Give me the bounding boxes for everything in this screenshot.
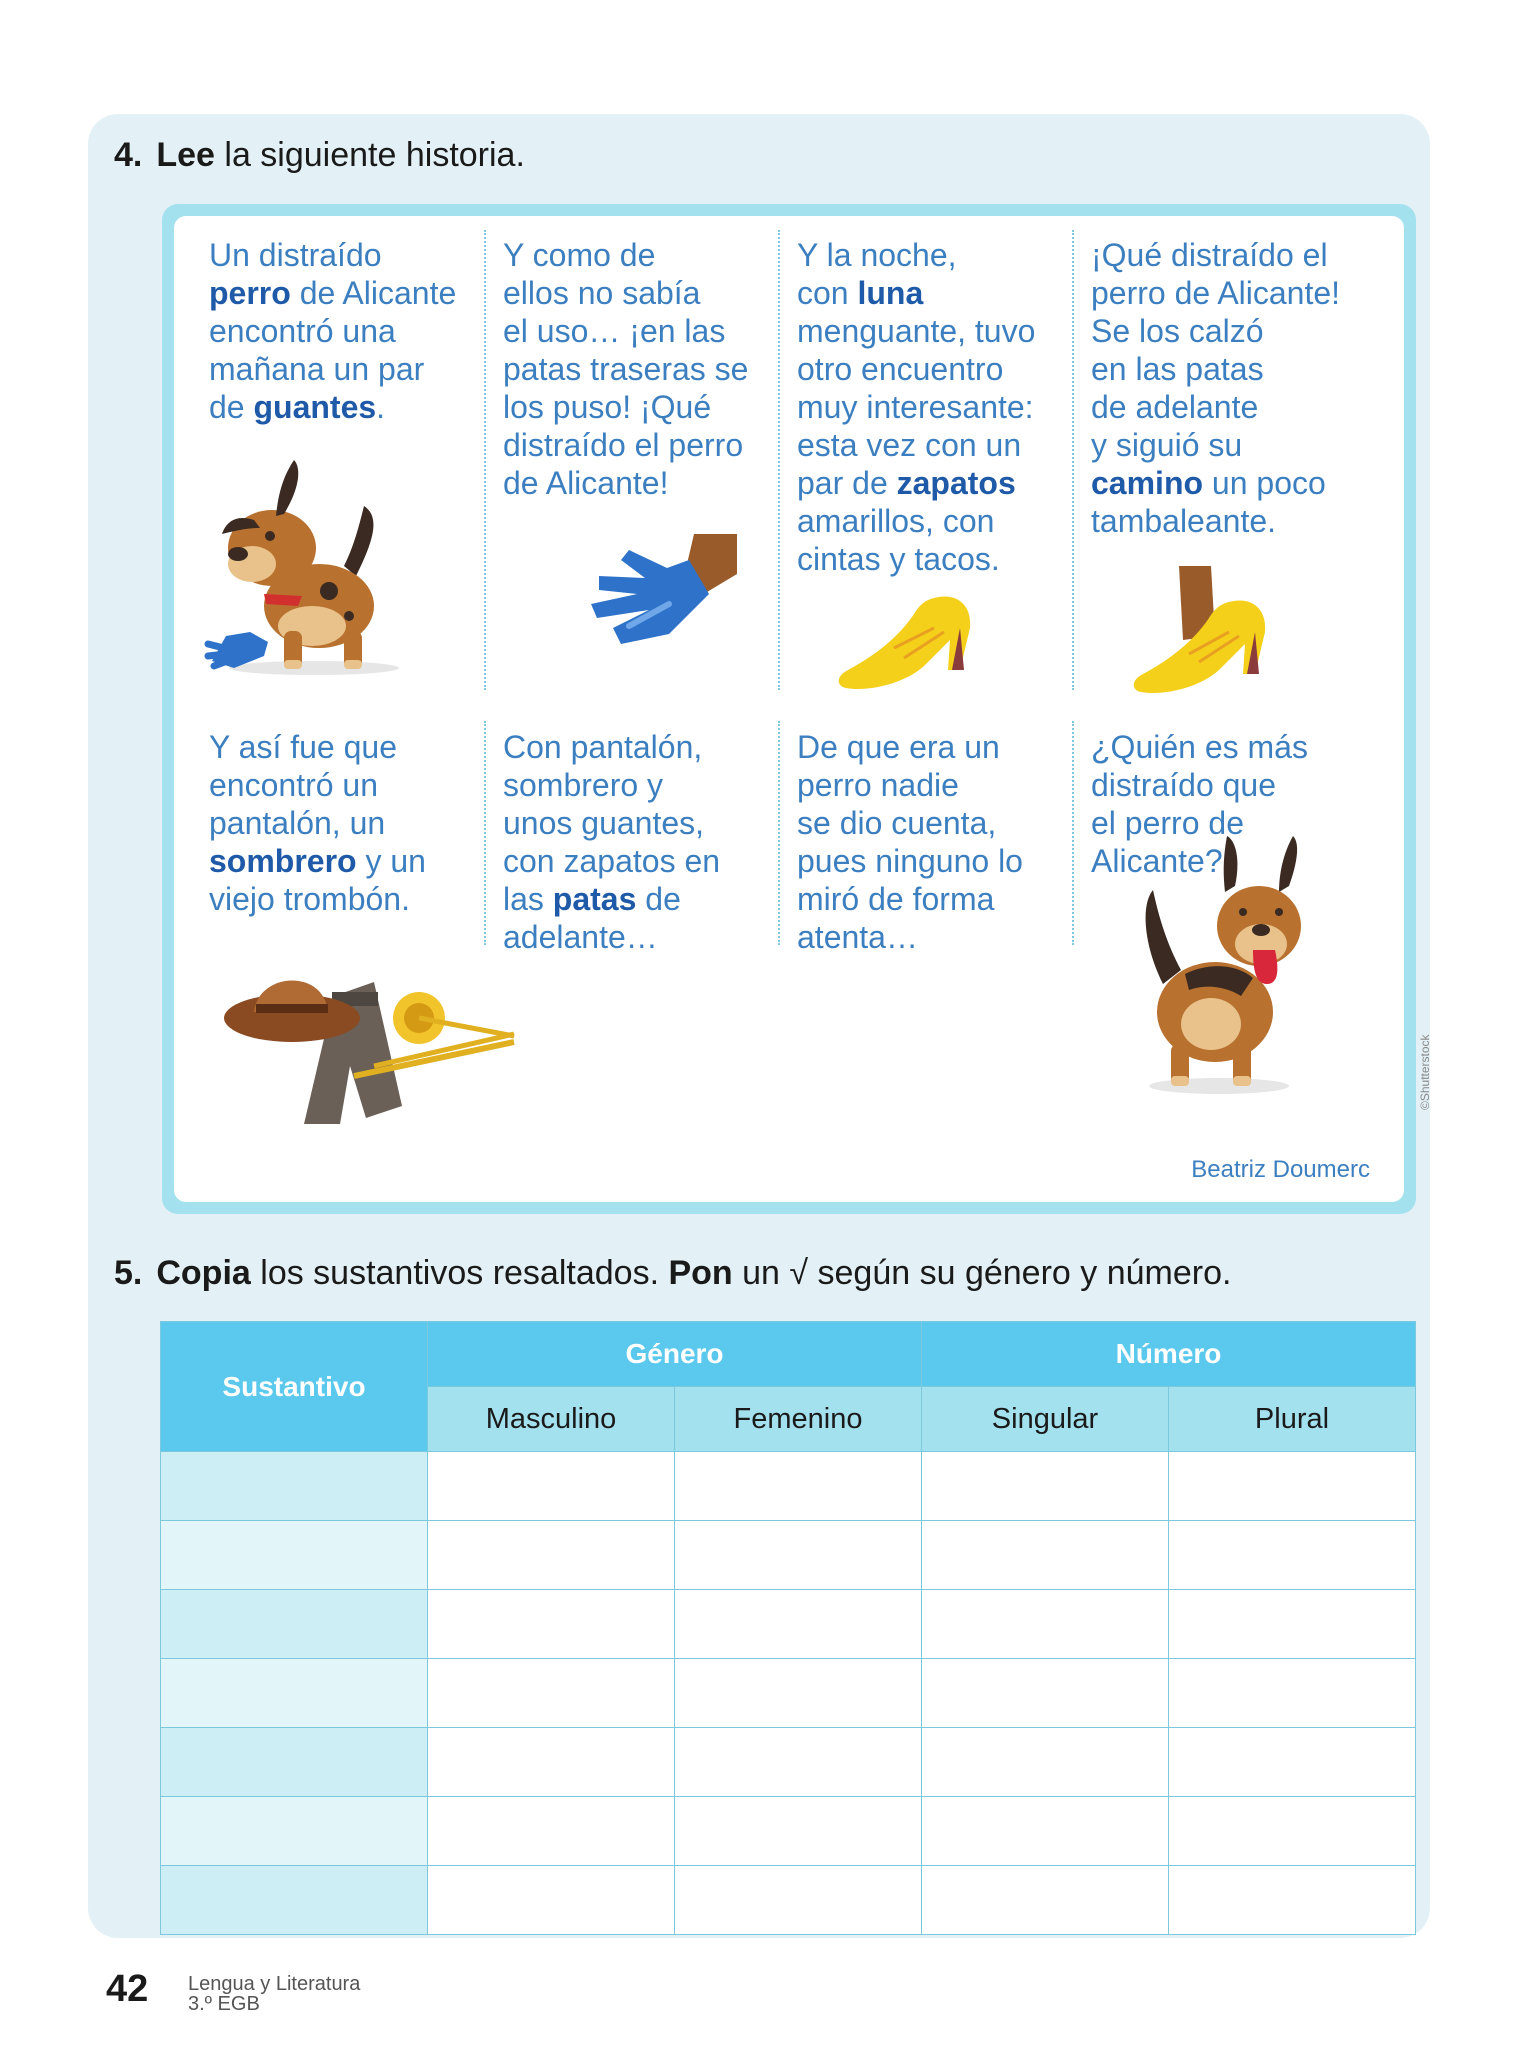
story-line: Y la noche, (797, 237, 957, 273)
story-frame (162, 204, 1416, 1214)
story-line: distraído que (1091, 767, 1277, 803)
story-line: adelante… (503, 919, 658, 955)
story-line: sombrero y (503, 767, 664, 803)
highlighted-noun: patas (552, 881, 637, 917)
hat-pants-trombone-illustration (224, 956, 544, 1146)
numero-header: Número (922, 1322, 1416, 1387)
sustantivo-cell[interactable] (161, 1659, 428, 1728)
column-divider (484, 721, 486, 945)
story-line: miró de forma (797, 881, 995, 917)
instruction-verb: Copia (156, 1254, 251, 1292)
femenino-header: Femenino (675, 1387, 922, 1452)
story-line: menguante, tuvo (797, 313, 1036, 349)
story-line: Y así fue que (209, 729, 397, 765)
table-row (161, 1659, 1416, 1728)
story-line: en las patas (1091, 351, 1264, 387)
story-line: distraído el perro (503, 427, 744, 463)
instruction-text: un √ según su género y número. (732, 1254, 1232, 1292)
table-row (161, 1452, 1416, 1521)
story-line: mañana un par (209, 351, 425, 387)
femenino-cell[interactable] (675, 1521, 922, 1590)
question-5-heading (114, 1254, 1231, 1293)
column-divider (778, 721, 780, 945)
story-line: ellos no sabía (503, 275, 701, 311)
story-line: el perro de (1091, 805, 1244, 841)
column-divider (778, 230, 780, 690)
table-row (161, 1728, 1416, 1797)
story-line: Se los calzó (1091, 313, 1264, 349)
story-line: De que era un (797, 729, 1000, 765)
instruction-text: los sustantivos resaltados. (250, 1254, 669, 1292)
story-line: otro encuentro (797, 351, 1004, 387)
table-row (161, 1866, 1416, 1935)
table-row (161, 1521, 1416, 1590)
story-line: atenta… (797, 919, 918, 955)
story-line: y siguió su (1091, 427, 1243, 463)
story-line: encontró un (209, 767, 379, 803)
question-number: 4. (114, 136, 143, 174)
highlighted-noun: camino (1091, 465, 1204, 501)
story-line: las patas de (503, 881, 681, 917)
highlighted-noun: perro (209, 275, 291, 311)
story-line: de guantes. (209, 389, 386, 425)
story-cell (209, 728, 426, 918)
femenino-cell[interactable] (675, 1728, 922, 1797)
story-line: el uso… ¡en las (503, 313, 726, 349)
table-row (161, 1590, 1416, 1659)
image-credit: ©Shutterstock (1418, 1034, 1432, 1110)
sustantivo-cell[interactable] (161, 1797, 428, 1866)
story-line: perro de Alicante (209, 275, 457, 311)
paw-in-shoe-illustration (1129, 566, 1279, 701)
story-line: Y como de (503, 237, 656, 273)
story-line: sombrero y un (209, 843, 426, 879)
plural-cell[interactable] (1169, 1866, 1416, 1935)
story-line: perro nadie (797, 767, 959, 803)
story-line: los puso! ¡Qué (503, 389, 712, 425)
masculino-cell[interactable] (428, 1452, 675, 1521)
instruction-text: la siguiente historia. (214, 136, 525, 174)
sustantivo-cell[interactable] (161, 1728, 428, 1797)
singular-cell[interactable] (922, 1728, 1169, 1797)
column-divider (484, 230, 486, 690)
plural-cell[interactable] (1169, 1797, 1416, 1866)
table-row (161, 1797, 1416, 1866)
story-line: perro de Alicante! (1091, 275, 1341, 311)
story-line: ¿Quién es más (1091, 729, 1308, 765)
story-box (174, 216, 1404, 1202)
highlighted-noun: sombrero (209, 843, 357, 879)
story-author: Beatriz Doumerc (1191, 1156, 1370, 1183)
singular-cell[interactable] (922, 1659, 1169, 1728)
story-line: muy interesante: (797, 389, 1034, 425)
question-number: 5. (114, 1254, 143, 1292)
singular-cell[interactable] (922, 1521, 1169, 1590)
masculino-cell[interactable] (428, 1866, 675, 1935)
story-line: unos guantes, (503, 805, 705, 841)
subject-name: Lengua y Literatura (188, 1973, 361, 1995)
story-cell (503, 728, 720, 956)
column-divider (1072, 230, 1074, 690)
story-cell (1091, 236, 1340, 540)
masculino-cell[interactable] (428, 1659, 675, 1728)
story-line: pues ninguno lo (797, 843, 1023, 879)
femenino-cell[interactable] (675, 1452, 922, 1521)
noun-classification-table (160, 1321, 1416, 1935)
story-line: Un distraído (209, 237, 382, 273)
story-line: Con pantalón, (503, 729, 703, 765)
story-line: amarillos, con (797, 503, 995, 539)
femenino-cell[interactable] (675, 1866, 922, 1935)
sustantivo-cell[interactable] (161, 1452, 428, 1521)
story-cell (797, 728, 1023, 956)
story-line: encontró una (209, 313, 396, 349)
femenino-cell[interactable] (675, 1659, 922, 1728)
masculino-cell[interactable] (428, 1797, 675, 1866)
femenino-cell[interactable] (675, 1797, 922, 1866)
story-line: tambaleante. (1091, 503, 1277, 539)
table-body (161, 1452, 1416, 1935)
story-line: pantalón, un (209, 805, 386, 841)
singular-header: Singular (922, 1387, 1169, 1452)
story-line: cintas y tacos. (797, 541, 1000, 577)
singular-cell[interactable] (922, 1797, 1169, 1866)
dog-with-tongue-illustration (1129, 834, 1329, 1104)
story-line: esta vez con un (797, 427, 1022, 463)
sustantivo-cell[interactable] (161, 1521, 428, 1590)
instruction-verb: Lee (156, 136, 215, 174)
page-number: 42 (106, 1968, 149, 2010)
plural-cell[interactable] (1169, 1659, 1416, 1728)
column-divider (1072, 721, 1074, 945)
highlighted-noun: guantes (253, 389, 377, 425)
sustantivo-header: Sustantivo (161, 1322, 428, 1452)
dog-with-gloves-illustration (204, 456, 404, 686)
masculino-cell[interactable] (428, 1590, 675, 1659)
instruction-verb: Pon (668, 1254, 733, 1292)
gloved-hand-illustration (569, 534, 739, 674)
masculino-cell[interactable] (428, 1521, 675, 1590)
highlighted-noun: luna (857, 275, 924, 311)
genero-header: Género (428, 1322, 922, 1387)
story-line: Alicante? (1091, 843, 1223, 879)
singular-cell[interactable] (922, 1590, 1169, 1659)
plural-cell[interactable] (1169, 1452, 1416, 1521)
plural-cell[interactable] (1169, 1728, 1416, 1797)
story-line: par de zapatos (797, 465, 1016, 501)
highlighted-noun: zapatos (896, 465, 1016, 501)
masculino-header: Masculino (428, 1387, 675, 1452)
masculino-cell[interactable] (428, 1728, 675, 1797)
story-line: se dio cuenta, (797, 805, 997, 841)
story-line: de Alicante! (503, 465, 669, 501)
femenino-cell[interactable] (675, 1590, 922, 1659)
singular-cell[interactable] (922, 1866, 1169, 1935)
story-line: viejo trombón. (209, 881, 410, 917)
grade-level: 3.º EGB (188, 1993, 260, 2015)
story-line: con zapatos en (503, 843, 721, 879)
story-cell (797, 236, 1035, 578)
sustantivo-cell[interactable] (161, 1590, 428, 1659)
story-line: de adelante (1091, 389, 1259, 425)
question-4-heading (114, 136, 525, 175)
story-cell (209, 236, 456, 426)
plural-header: Plural (1169, 1387, 1416, 1452)
plural-cell[interactable] (1169, 1590, 1416, 1659)
story-line: ¡Qué distraído el (1091, 237, 1328, 273)
sustantivo-cell[interactable] (161, 1866, 428, 1935)
story-line: camino un poco (1091, 465, 1326, 501)
footer-subject-block (188, 1974, 360, 2014)
story-cell (503, 236, 748, 502)
yellow-shoe-illustration (834, 588, 984, 698)
singular-cell[interactable] (922, 1452, 1169, 1521)
story-line: con luna (797, 275, 924, 311)
plural-cell[interactable] (1169, 1521, 1416, 1590)
story-line: patas traseras se (503, 351, 749, 387)
